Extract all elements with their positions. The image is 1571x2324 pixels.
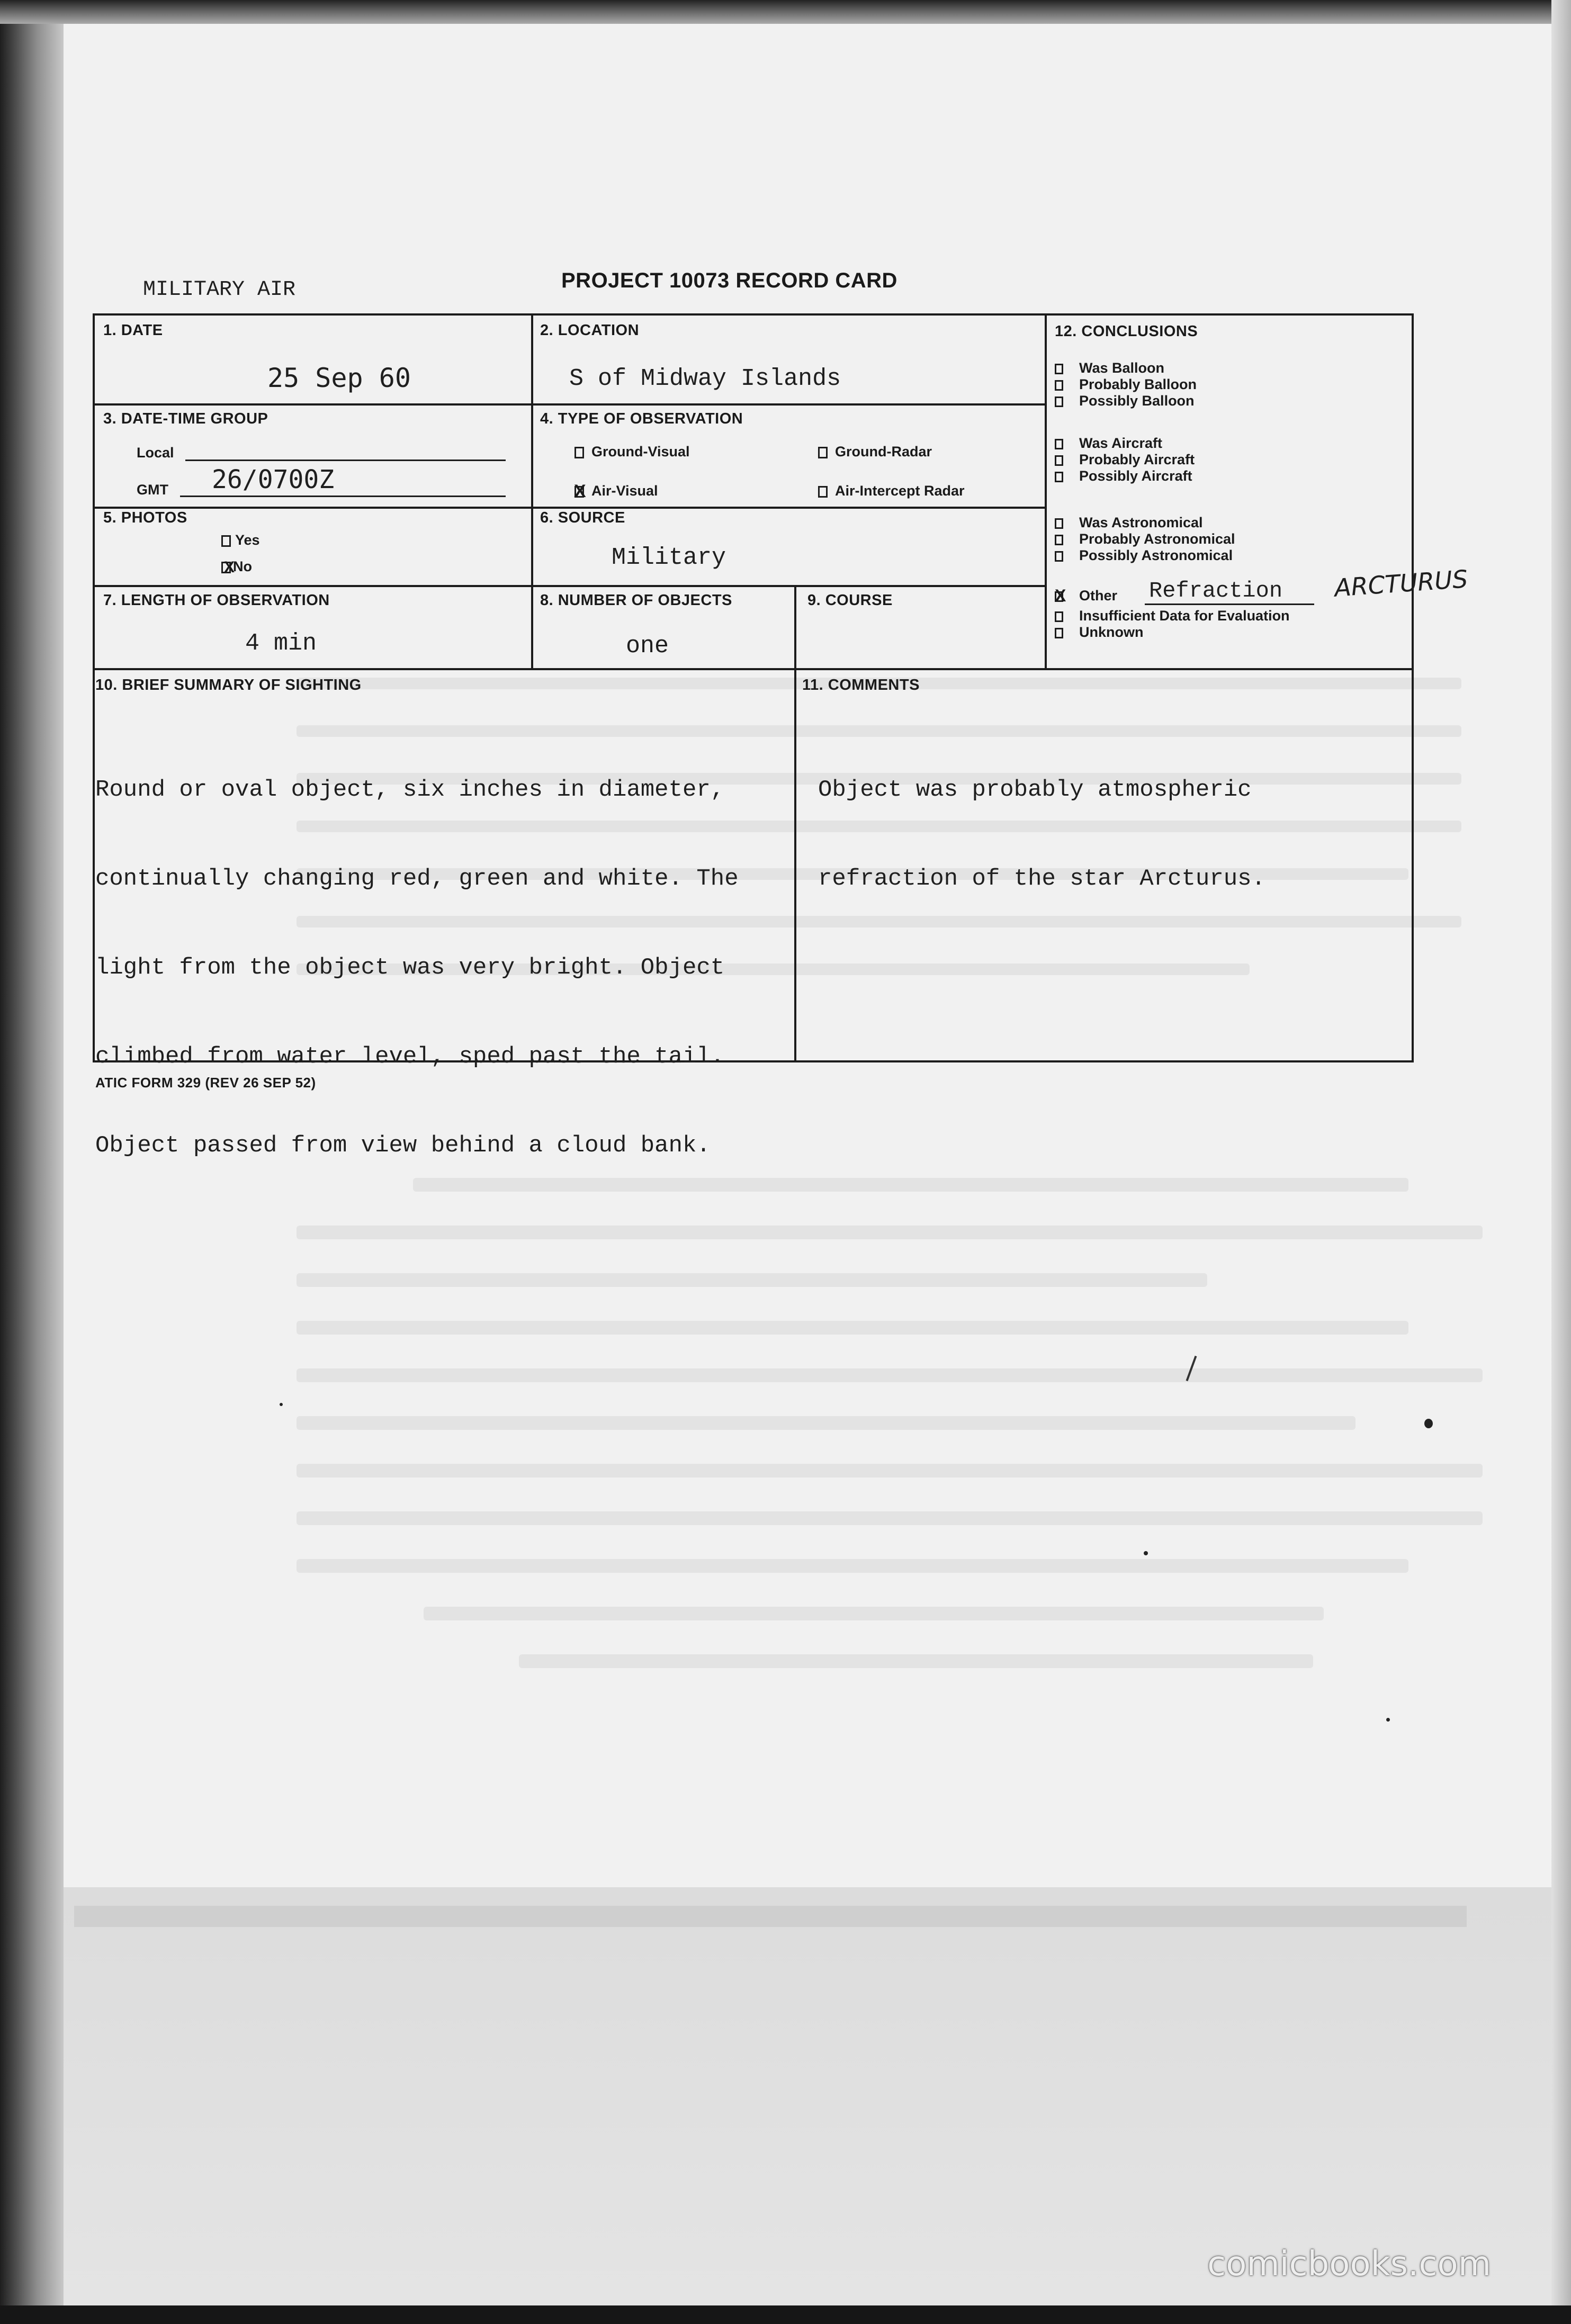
conclusion-other — [1055, 585, 1118, 605]
summary-line: Round or oval object, six inches in diameter, — [95, 777, 725, 803]
scan-speck — [280, 1403, 283, 1406]
photos-yes-checkbox — [221, 535, 231, 547]
conclusion-possibly-aircraft-label: Possibly Aircraft — [1079, 468, 1192, 484]
conclusion-was-astronomical — [1055, 515, 1235, 531]
conclusions-balloon-group — [1055, 360, 1197, 409]
conclusion-probably-astronomical — [1055, 531, 1235, 547]
checkbox-was-balloon — [1055, 364, 1063, 374]
length-label: 7. LENGTH OF OBSERVATION — [103, 592, 330, 609]
option-ground-radar — [818, 444, 932, 460]
conclusion-was-astronomical-label: Was Astronomical — [1079, 515, 1203, 530]
photos-no-label: No — [233, 559, 252, 574]
date-value: 25 Sep 60 — [267, 363, 411, 393]
summary-line: continually changing red, green and white. The — [95, 866, 739, 892]
conclusions-label: 12. CONCLUSIONS — [1055, 323, 1198, 340]
option-air-visual — [574, 483, 658, 499]
conclusion-was-aircraft-label: Was Aircraft — [1079, 435, 1163, 451]
comments-text — [818, 716, 1265, 923]
conclusion-probably-aircraft-label: Probably Aircraft — [1079, 452, 1195, 467]
objects-label: 8. NUMBER OF OBJECTS — [540, 592, 732, 609]
length-value: 4 min — [245, 630, 317, 657]
card-border-top — [93, 313, 1414, 316]
rule-row3 — [93, 585, 1046, 587]
dtg-gmt-label: GMT — [137, 482, 168, 498]
rule-row2-mid — [531, 507, 1046, 509]
summary-line: light from the object was very bright. Object — [95, 954, 725, 981]
card-border-right — [1412, 313, 1414, 1062]
conclusion-was-balloon — [1055, 360, 1197, 376]
conclusion-possibly-astronomical-label: Possibly Astronomical — [1079, 547, 1233, 563]
divider-col-course — [794, 585, 796, 1062]
objects-value: one — [626, 633, 669, 660]
conclusion-other-value: Refraction — [1149, 578, 1283, 603]
checkbox-insufficient-data — [1055, 611, 1063, 622]
rule-row2-left — [93, 507, 532, 509]
checkbox-was-aircraft — [1055, 439, 1063, 449]
option-air-intercept-radar — [818, 483, 965, 499]
date-label: 1. DATE — [103, 322, 163, 339]
summary-label: 10. BRIEF SUMMARY OF SIGHTING — [95, 677, 362, 693]
form-id: ATIC FORM 329 (REV 26 SEP 52) — [95, 1075, 316, 1091]
dtg-gmt-underline — [180, 496, 506, 497]
option-ground-radar-label: Ground-Radar — [835, 444, 932, 460]
course-label: 9. COURSE — [807, 592, 893, 609]
military-air-stamp: MILITARY AIR — [143, 278, 296, 302]
photos-yes-label: Yes — [235, 532, 260, 548]
rule-row1-mid — [531, 403, 1046, 406]
option-air-intercept-radar-label: Air-Intercept Radar — [835, 483, 965, 499]
option-air-visual-label: Air-Visual — [591, 483, 658, 499]
conclusions-aircraft-group — [1055, 435, 1195, 484]
dtg-label: 3. DATE-TIME GROUP — [103, 410, 268, 427]
conclusion-possibly-balloon-label: Possibly Balloon — [1079, 393, 1195, 409]
checkbox-possibly-aircraft — [1055, 472, 1063, 482]
conclusion-unknown-label: Unknown — [1079, 624, 1144, 640]
rule-row1-left — [93, 403, 532, 406]
card-border-left — [93, 313, 95, 1062]
conclusion-probably-balloon-label: Probably Balloon — [1079, 376, 1197, 392]
divider-col1 — [531, 313, 533, 668]
checkbox-ground-visual — [574, 447, 584, 458]
watermark: comicbooks.com — [1207, 2245, 1492, 2284]
comments-label: 11. COMMENTS — [802, 677, 920, 693]
checkbox-probably-aircraft — [1055, 455, 1063, 466]
rule-row4 — [93, 668, 1414, 670]
checkbox-was-astronomical — [1055, 518, 1063, 529]
conclusions-tail-group — [1055, 608, 1290, 641]
option-ground-visual — [574, 444, 690, 460]
divider-col-conclusions — [1045, 313, 1047, 668]
location-value: S of Midway Islands — [569, 365, 841, 392]
card-title: PROJECT 10073 RECORD CARD — [561, 269, 897, 292]
photos-no-check-mark: X — [224, 558, 235, 576]
conclusion-insufficient-data-label: Insufficient Data for Evaluation — [1079, 608, 1290, 624]
comments-line: refraction of the star Arcturus. — [818, 866, 1265, 892]
handwritten-arcturus: ARCTURUS — [1333, 564, 1469, 602]
air-visual-check-mark: X — [574, 481, 586, 501]
checkbox-air-visual — [574, 481, 586, 501]
checkbox-other — [1055, 585, 1066, 605]
scan-speck — [1424, 1419, 1433, 1428]
photos-label: 5. PHOTOS — [103, 509, 187, 526]
conclusion-insufficient-data — [1055, 608, 1290, 624]
checkbox-air-intercept-radar — [818, 486, 828, 498]
conclusion-was-aircraft — [1055, 435, 1195, 452]
dtg-local-label: Local — [137, 445, 174, 461]
conclusion-possibly-aircraft — [1055, 468, 1195, 484]
conclusion-probably-astronomical-label: Probably Astronomical — [1079, 531, 1235, 547]
conclusion-possibly-astronomical — [1055, 547, 1235, 564]
conclusion-probably-balloon — [1055, 376, 1197, 393]
source-label: 6. SOURCE — [540, 509, 625, 526]
location-label: 2. LOCATION — [540, 322, 640, 339]
checkbox-unknown — [1055, 628, 1063, 638]
scan-speck — [1144, 1551, 1148, 1555]
observation-type-label: 4. TYPE OF OBSERVATION — [540, 410, 743, 427]
checkbox-possibly-astronomical — [1055, 551, 1063, 562]
conclusions-astronomical-group — [1055, 515, 1235, 564]
other-underline — [1145, 603, 1314, 605]
dtg-gmt-value: 26/0700Z — [212, 465, 335, 494]
conclusion-unknown — [1055, 624, 1290, 641]
other-check-mark: X — [1055, 585, 1066, 605]
checkbox-ground-radar — [818, 447, 828, 458]
photos-no-option — [221, 559, 252, 575]
summary-line: climbed from water level, sped past the tail. — [95, 1043, 725, 1070]
photos-yes-option — [221, 532, 260, 548]
checkbox-possibly-balloon — [1055, 397, 1063, 407]
comments-line: Object was probably atmospheric — [818, 777, 1252, 803]
source-value: Military — [612, 544, 726, 571]
dtg-local-underline — [185, 460, 506, 461]
checkbox-probably-astronomical — [1055, 535, 1063, 545]
photos-no-checkbox — [221, 558, 235, 576]
conclusion-possibly-balloon — [1055, 393, 1197, 409]
option-ground-visual-label: Ground-Visual — [591, 444, 690, 460]
scan-speck — [1386, 1718, 1390, 1722]
checkbox-probably-balloon — [1055, 380, 1063, 391]
conclusion-was-balloon-label: Was Balloon — [1079, 360, 1165, 376]
conclusion-probably-aircraft — [1055, 452, 1195, 468]
summary-line: Object passed from view behind a cloud bank. — [95, 1132, 711, 1159]
summary-text — [95, 716, 739, 1190]
conclusion-other-label: Other — [1079, 588, 1118, 603]
